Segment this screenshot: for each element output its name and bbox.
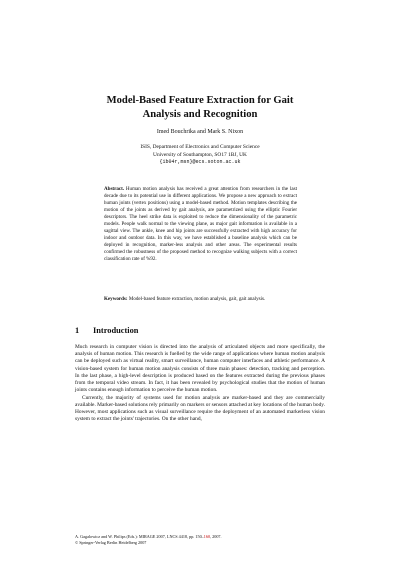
title-line-1: Model-Based Feature Extraction for Gait: [106, 95, 294, 106]
paper-title: [0, 94, 400, 122]
keywords: [104, 296, 297, 303]
keywords-text: Model-based feature extraction, motion analysis, gait, gait analysis.: [128, 296, 266, 302]
author-list: Imed Bouchrika and Mark S. Nixon: [156, 129, 244, 135]
abstract-text: Human motion analysis has received a great attention from researchers in the last decade due to its potential use in different applications. We propose a new approach to extract human joints (vertex positions) using a model-based method. Motion templates describing the motion of the joints as derived by gait analysis, are parametrized using the elliptic Fourier descriptors. The heel strike data is exploited to reduce the dimensionality of the parametric models. People walk normal to the viewing plane, as major gait information is available in a sagittal view. The ankle, knee and hip joints are successfully extracted with high accuracy for indoor and outdoor data. In this way, we have established a baseline analysis which can be deployed in recognition, marker-less analysis and other areas. The experimental results confirmed the robustness of the proposed method to recognize walking subjects with a correct classification rate of %92.: [104, 186, 297, 263]
section-title: Introduction: [93, 326, 139, 335]
page-range-link[interactable]: 160: [203, 534, 211, 539]
abstract-label: Abstract.: [104, 186, 125, 192]
footer-citation: [75, 534, 325, 545]
keywords-label: Keywords:: [104, 296, 128, 302]
footer-copyright: © Springer-Verlag Berlin Heidelberg 2007: [75, 539, 147, 545]
affiliation: [0, 144, 400, 167]
author-email: {ib04r,msn}@ecs.soton.ac.uk: [159, 159, 241, 166]
body-paragraph-2: Currently, the majority of systems used for motion analysis are marker-based and they are commercially available. Marker-based solutions rely primarily on markers or sensors attached at key locations of the human body. However, most applications such as visual surveillance require the deployment of an automated markerless vision system to extract the joints' trajectories. On the other hand,: [75, 394, 325, 423]
abstract: [104, 186, 297, 264]
title-line-2: Analysis and Recognition: [142, 109, 258, 120]
affiliation-line-2: University of Southampton, SO17 1BJ, UK: [153, 151, 247, 158]
body-paragraph-1: Much research in computer vision is directed into the analysis of articulated objects and more specifically, the analysis of human motion. This research is fuelled by the wide range of applications where human motion analysis can be deployed such as virtual reality, smart surveillance, human computer interfaces and athletic performance. A vision-based system for human motion analysis consists of three main phases: detection, tracking and perception. In the last phase, a high-level description is produced based on the features extracted during the previous phases from the temporal video stream. In fact, it has been revealed by psychological studies that the motion of human joints contains enough information to perceive the human motion.: [75, 344, 325, 394]
footer-year: , 2007.: [210, 534, 222, 539]
section-heading: [75, 326, 138, 336]
footer-citation-text: A. Gagalowicz and W. Philips (Eds.): MIRAGE 2007, LNCS 4418, pp. 150–: [75, 534, 204, 539]
section-number: 1: [75, 326, 80, 335]
body-text: [75, 344, 325, 423]
affiliation-line-1: ISIS, Department of Electronics and Computer Science: [140, 144, 260, 150]
